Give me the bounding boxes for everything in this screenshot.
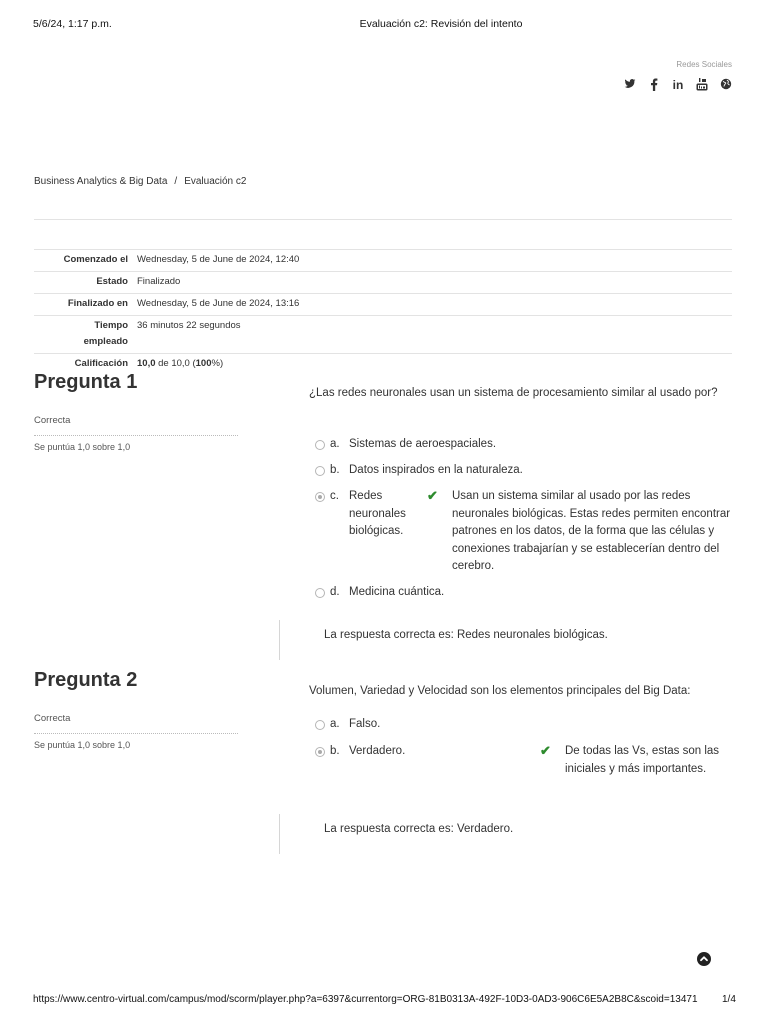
option-letter: b. xyxy=(330,745,340,757)
state-value: Finalizado xyxy=(137,276,181,287)
radio-button[interactable] xyxy=(315,440,325,450)
question-state: Correcta xyxy=(34,713,71,724)
social-label: Redes Sociales xyxy=(676,60,732,69)
correct-check-icon: ✔ xyxy=(427,488,438,503)
question-text: Volumen, Variedad y Velocidad son los elementos principales del Big Data: xyxy=(309,685,691,697)
correct-check-icon: ✔ xyxy=(540,743,551,758)
time-label-line-2: empleado xyxy=(83,336,128,347)
answer-option-b[interactable] xyxy=(315,743,735,797)
grade-end: %) xyxy=(211,358,224,369)
question-title: Pregunta 2 xyxy=(34,669,138,691)
radio-button-selected[interactable] xyxy=(315,747,325,757)
option-text: Redes neuronales biológicas. xyxy=(349,490,406,537)
answer-option-a[interactable] xyxy=(315,436,735,454)
print-datetime: 5/6/24, 1:17 p.m. xyxy=(33,18,112,30)
globe-icon[interactable] xyxy=(720,78,732,92)
summary-row-finished xyxy=(34,294,732,316)
youtube-icon[interactable] xyxy=(696,78,708,92)
started-label: Comenzado el xyxy=(63,254,128,265)
question-grade: Se puntúa 1,0 sobre 1,0 xyxy=(34,442,131,452)
grade-value xyxy=(132,354,732,376)
correct-answer-text: La respuesta correcta es: Verdadero. xyxy=(324,823,514,835)
finished-value: Wednesday, 5 de June de 2024, 13:16 xyxy=(137,298,300,309)
radio-button-selected[interactable] xyxy=(315,492,325,502)
answer-option-b[interactable] xyxy=(315,462,735,480)
option-text: Falso. xyxy=(349,718,381,730)
grade-score: 10,0 xyxy=(137,358,156,369)
attempt-summary-table xyxy=(34,249,732,375)
option-feedback: De todas las Vs, estas son las iniciales y más importantes. xyxy=(565,745,720,775)
option-letter: d. xyxy=(330,586,340,598)
option-letter: a. xyxy=(330,438,340,450)
twitter-icon[interactable] xyxy=(624,78,636,92)
option-text: Verdadero. xyxy=(349,745,406,757)
correct-answer-text: La respuesta correcta es: Redes neuronales biológicas. xyxy=(324,629,608,641)
breadcrumb-separator: / xyxy=(174,176,178,187)
summary-row-state xyxy=(34,272,732,294)
print-page-number: 1/4 xyxy=(722,994,736,1005)
option-text: Datos inspirados en la naturaleza. xyxy=(349,464,523,476)
print-url: https://www.centro-virtual.com/campus/mod/scorm/player.php?a=6397&currentorg=ORG-81B0313A-492F-10D3-0AD3-906C6E5A2B8C&scoid=13471 xyxy=(33,994,698,1005)
option-text: Medicina cuántica. xyxy=(349,586,445,598)
linkedin-icon[interactable]: in xyxy=(672,78,684,92)
breadcrumb xyxy=(34,176,246,187)
state-label: Estado xyxy=(96,276,128,287)
option-text: Sistemas de aeroespaciales. xyxy=(349,438,497,450)
social-icons xyxy=(624,78,732,92)
question-grade: Se puntúa 1,0 sobre 1,0 xyxy=(34,740,131,750)
time-label-line-1: Tiempo xyxy=(94,320,128,331)
print-page-title: Evaluación c2: Revisión del intento xyxy=(359,18,523,30)
breadcrumb-current[interactable]: Evaluación c2 xyxy=(184,176,247,187)
summary-row-grade xyxy=(34,354,732,376)
option-letter: c. xyxy=(330,490,339,502)
answer-option-c[interactable] xyxy=(315,488,735,576)
option-letter: b. xyxy=(330,464,340,476)
time-label xyxy=(34,316,132,354)
option-letter: a. xyxy=(330,718,340,730)
grade-label: Calificación xyxy=(74,358,128,369)
time-value: 36 minutos 22 segundos xyxy=(137,320,241,331)
question-title: Pregunta 1 xyxy=(34,371,138,393)
radio-button[interactable] xyxy=(315,588,325,598)
option-feedback: Usan un sistema similar al usado por las redes neuronales biológicas. Estas redes permiten encontrar patrones en los datos, de la forma que las células y conexiones trabajarían y se establecerían dentro del cerebro. xyxy=(452,490,731,572)
grade-percent: 100 xyxy=(195,358,212,369)
question-info-divider xyxy=(34,435,238,436)
summary-row-time xyxy=(34,316,732,354)
radio-button[interactable] xyxy=(315,466,325,476)
divider xyxy=(34,219,732,220)
facebook-icon[interactable] xyxy=(648,78,660,92)
question-state: Correcta xyxy=(34,415,71,426)
started-value: Wednesday, 5 de June de 2024, 12:40 xyxy=(137,254,300,265)
back-to-top-button[interactable] xyxy=(697,952,711,966)
chevron-up-icon xyxy=(697,952,711,966)
correct-answer-bar xyxy=(279,620,280,660)
finished-label: Finalizado en xyxy=(67,298,128,309)
correct-answer-bar xyxy=(279,814,280,854)
summary-row-started xyxy=(34,250,732,272)
answer-option-d[interactable] xyxy=(315,584,735,602)
answer-option-a[interactable] xyxy=(315,716,735,734)
grade-mid: de 10,0 ( xyxy=(155,358,196,369)
radio-button[interactable] xyxy=(315,720,325,730)
breadcrumb-course[interactable]: Business Analytics & Big Data xyxy=(34,176,168,187)
question-info-divider xyxy=(34,733,238,734)
question-text: ¿Las redes neuronales usan un sistema de procesamiento similar al usado por? xyxy=(309,387,718,399)
